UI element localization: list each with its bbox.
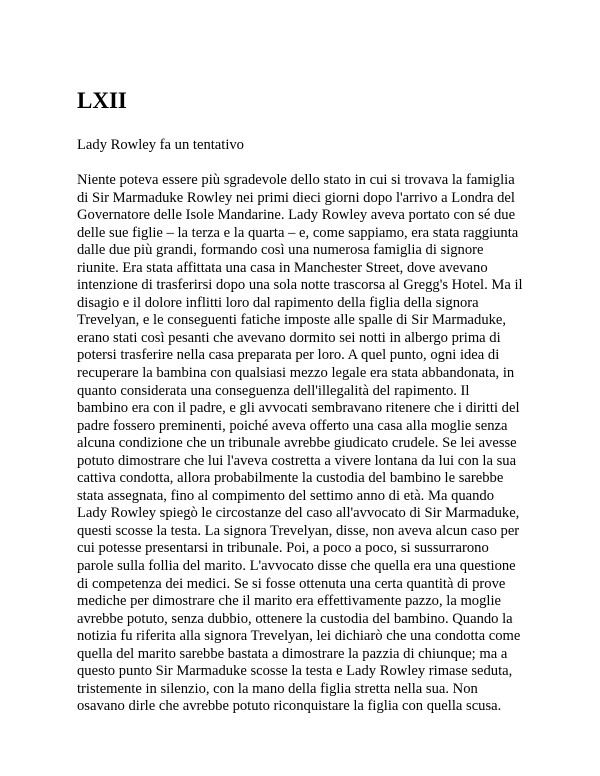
paragraph-line: potuto dimostrare che lui l'aveva costretta a vivere lontana da lui con la sua [77, 452, 517, 469]
paragraph-line: cattiva condotta, allora probabilmente la custodia del bambino le sarebbe [77, 470, 504, 487]
paragraph-line: quella del marito sarebbe bastata a dimostrare la pazzia di chiunque; ma a [77, 645, 508, 662]
paragraph-line: questi scosse la testa. La signora Trevelyan, disse, non aveva alcun caso per [77, 522, 520, 539]
paragraph-line: riunite. Era stata affittata una casa in Manchester Street, dove avevano [77, 259, 488, 276]
paragraph-line: osavano dirle che avrebbe potuto riconquistare la figlia con quella scusa. [77, 698, 502, 715]
paragraph-line: cui potesse presentarsi in tribunale. Poi, a poco a poco, si sussurrarono [77, 540, 489, 557]
paragraph-line: dalle due più grandi, formando così una numerosa famiglia di signore [77, 242, 484, 259]
document-page [77, 88, 524, 716]
paragraph-line: parole sulla follia del marito. L'avvocato disse che quella era una questione [77, 558, 516, 575]
paragraph-line: delle sue figlie – la terza e la quarta – e, come sappiamo, era stata raggiunta [77, 224, 519, 241]
paragraph-line: di competenza dei medici. Se si fosse ottenuta una certa quantità di prove [77, 575, 506, 592]
paragraph-line: di Sir Marmaduke Rowley nei primi dieci giorni dopo l'arrivo a Londra del [77, 189, 515, 206]
paragraph-line: bambino era con il padre, e gli avvocati sembravano ritenere che i diritti del [77, 400, 520, 417]
paragraph-line: stata assegnata, fino al compimento del settimo anno di età. Ma quando [77, 487, 495, 504]
paragraph-line: quanto considerata una conseguenza dell'illegalità del rapimento. Il [77, 382, 470, 399]
paragraph-line: questo punto Sir Marmaduke scosse la testa e Lady Rowley rimase seduta, [77, 663, 513, 680]
paragraph-line: mediche per dimostrare che il marito era effettivamente pazzo, la moglie [77, 593, 501, 610]
chapter-number: LXII [77, 88, 127, 113]
paragraph-line: recuperare la bambina con qualsiasi mezzo legale era stata abbandonata, in [77, 365, 515, 382]
paragraph-line: potersi trasferire nella casa preparata per loro. A quel punto, ogni idea di [77, 347, 500, 364]
paragraph-line: alcuna condizione che un tribunale avrebbe giudicato crudele. Se lei avesse [77, 435, 517, 452]
paragraph-line: erano stati così pesanti che avevano dormito sei notti in albergo prima di [77, 329, 501, 346]
body-paragraph [77, 172, 524, 716]
paragraph-line: intenzione di trasferirsi dopo una sola notte trascorsa al Gregg's Hotel. Ma il [77, 277, 523, 294]
paragraph-line: padre fossero preminenti, poiché aveva offerto una casa alla moglie senza [77, 417, 508, 434]
paragraph-line: tristemente in silenzio, con la mano della figlia stretta nella sua. Non [77, 680, 478, 697]
paragraph-line: avrebbe potuto, senza dubbio, ottenere la custodia del bambino. Quando la [77, 610, 513, 627]
paragraph-line: Niente poteva essere più sgradevole dello stato in cui si trovava la famiglia [77, 172, 515, 188]
paragraph-line: Governatore delle Isole Mandarine. Lady Rowley aveva portato con sé due [77, 207, 516, 224]
chapter-title: Lady Rowley fa un tentativo [77, 137, 244, 153]
paragraph-line: Lady Rowley spiegò le circostanze del caso all'avvocato di Sir Marmaduke, [77, 505, 520, 522]
paragraph-line: notizia fu riferita alla signora Trevelyan, lei dichiarò che una condotta come [77, 628, 521, 645]
paragraph-line: Trevelyan, e le conseguenti fatiche imposte alle spalle di Sir Marmaduke, [77, 312, 507, 329]
paragraph-line: disagio e il dolore inflitti loro dal rapimento della figlia della signora [77, 294, 479, 311]
